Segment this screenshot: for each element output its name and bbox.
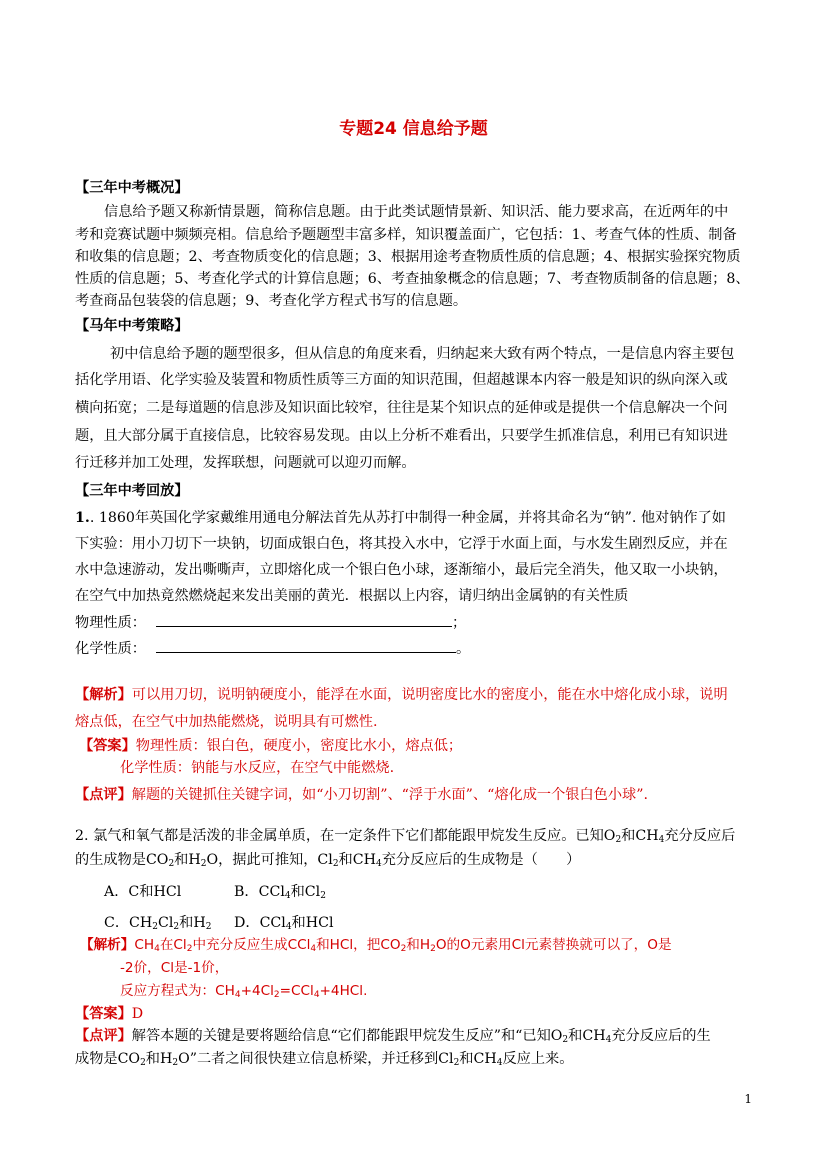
physical-label: 物理性质： — [75, 615, 146, 631]
comment-text: 解题的关键抓住关键字词，如“小刀切割”、“浮于水面”、“熔化成一个银白色小球”. — [131, 787, 648, 803]
answer-tag: 【答案】 — [79, 738, 136, 754]
subscript: 2 — [200, 859, 207, 869]
eq-a: 反应方程式为：CH — [120, 983, 235, 999]
physical-end: ； — [451, 615, 467, 631]
subscript: 2 — [453, 1058, 460, 1068]
subscript: 2 — [430, 944, 436, 954]
q2-text-g: 和CH — [338, 852, 376, 868]
chemical-label: 化学性质： — [75, 641, 146, 657]
overview-line-1: 信息给予题又称新情景题，简称信息题。由于此类试题情景新、知识活、能力要求高，在近两年的中 — [104, 204, 729, 220]
page-number: 1 — [744, 1092, 752, 1106]
q2-text-c: 充分反应后 — [664, 828, 736, 844]
answer-text-1: 物理性质：银白色，硬度小，密度比水小，熔点低； — [135, 738, 463, 754]
cm-b: 和CH — [568, 1028, 606, 1044]
subscript: 2 — [140, 1058, 146, 1068]
q2-answer-line — [75, 1004, 143, 1024]
subscript: 4 — [234, 990, 241, 1000]
subscript: 4 — [310, 944, 317, 954]
section-heading-strategy: 【马年中考策略】 — [75, 318, 189, 334]
q1-analysis-line-2: 熔点低，在空气中加热能燃烧，说明具有可燃性. — [75, 714, 378, 730]
option-a[interactable]: A．C和HCl — [104, 884, 182, 900]
subscript: 4 — [658, 835, 665, 845]
subscript: 4 — [605, 1035, 612, 1045]
analysis-text-1: 可以用刀切，说明钠硬度小，能浮在水面，说明密度比水的密度小，能在水中熔化成小球，说明 — [131, 687, 728, 703]
analysis-tag: 【解析】 — [75, 687, 132, 703]
q2-analysis-line-2: -2价，Cl是-1价， — [120, 960, 229, 976]
q1-line-2: 下实验：用小刀切下一块钠，切面成银白色，将其投入水中，它浮于水面上面，与水发生剧烈反应，并在 — [75, 536, 728, 552]
subscript: 2 — [186, 944, 193, 954]
q2-an-d: 和HCl，把CO — [316, 937, 401, 953]
q1-answer-line-1 — [79, 736, 462, 756]
q2-analysis-line-1 — [80, 935, 672, 955]
subscript: 2 — [152, 922, 159, 932]
answer-value: D — [131, 1006, 144, 1022]
q2-text-a: 2. 氯气和氧气都是活泼的非金属单质，在一定条件下它们都能跟甲烷发生反应。已知O — [75, 828, 616, 844]
subscript: 2 — [562, 1035, 569, 1045]
q2-text-d: 的生成物是CO — [75, 852, 169, 868]
subscript: 4 — [375, 859, 382, 869]
q2-equation — [120, 981, 367, 1001]
option-b-text: B．CCl — [234, 884, 285, 900]
option-d-text: D．CCl — [234, 915, 286, 931]
option-c-text-3: 和H — [179, 915, 206, 931]
analysis-tag-2: 【解析】 — [80, 937, 135, 953]
cm-h: 反应上来。 — [502, 1051, 574, 1067]
cm-g: 和CH — [459, 1051, 497, 1067]
subscript: 2 — [332, 859, 339, 869]
cm-e: 和H — [145, 1051, 173, 1067]
section-heading-overview: 【三年中考概况】 — [75, 180, 189, 196]
q2-an-f: O的O元素用Cl元素替换就可以了，O是 — [435, 937, 672, 953]
q2-an-c: 中充分反应生成CCl — [192, 937, 311, 953]
eq-c: =CCl — [279, 983, 314, 999]
physical-answer-blank[interactable] — [156, 612, 452, 627]
q1-line-3: 水中急速游动，发出嘶嘶声，立即熔化成一个银白色小球，逐渐缩小，最后完全消失，他又取一小块钠， — [75, 562, 728, 578]
overview-line-2: 考和竞赛试题中频频亮相。信息给予题题型丰富多样，知识覆盖面广，它包括：1、考查气体的性质、制备 — [75, 227, 737, 243]
subscript: 2 — [173, 922, 180, 932]
eq-d: +4HCl. — [319, 983, 368, 999]
strategy-line-3: 横向拓宽；二是每道题的信息涉及知识面比较窄，往往是某个知识点的延伸或是提供一个信息解决一个问 — [75, 400, 728, 416]
q1-number: 1. — [75, 510, 90, 526]
strategy-line-5: 行迁移并加工处理，发挥联想，问题就可以迎刃而解。 — [75, 455, 416, 471]
cm-f: O”二者之间很快建立信息桥梁，并迁移到Cl — [178, 1051, 454, 1067]
overview-line-3: 和收集的信息题；2、考查物质变化的信息题；3、根据用途考查物质性质的信息题；4、根据实验探究物质 — [75, 249, 741, 265]
subscript: 2 — [205, 922, 212, 932]
strategy-line-4: 题，且大部分属于直接信息，比较容易发现。由以上分析不难看出，只要学生抓准信息，利用已有知识进 — [75, 428, 728, 444]
section-heading-review: 【三年中考回放】 — [75, 483, 189, 499]
subscript: 4 — [154, 944, 160, 954]
option-c-text-2: Cl — [158, 915, 174, 931]
option-b-text-2: 和Cl — [290, 884, 321, 900]
page-title: 专题24 信息给予题 — [339, 119, 488, 139]
q2-text-e: 和H — [174, 852, 201, 868]
overview-line-4: 性质的信息题；5、考查化学式的计算信息题；6、考查抽象概念的信息题；7、考查物质制备的信息题；8、 — [75, 271, 750, 287]
cm-c: 充分反应后的生 — [611, 1028, 711, 1044]
subscript: 4 — [285, 922, 292, 932]
q1-physical-row — [75, 612, 466, 633]
subscript: 2 — [400, 944, 407, 954]
option-c[interactable] — [104, 913, 211, 933]
q2-text-b: 和CH — [621, 828, 659, 844]
q1-comment-line — [75, 785, 648, 805]
subscript: 4 — [496, 1058, 503, 1068]
q2-line-1 — [75, 826, 735, 846]
subscript: 4 — [284, 891, 291, 901]
subscript: 2 — [615, 835, 622, 845]
q1-text-1: . 1860年英国化学家戴维用通电分解法首先从苏打中制得一种金属，并将其命名为“钠”. 他对钠作了如 — [89, 510, 726, 526]
answer-tag-2: 【答案】 — [75, 1006, 132, 1022]
eq-b: +4Cl — [240, 983, 274, 999]
subscript: 4 — [313, 990, 320, 1000]
q2-comment-line-1 — [75, 1026, 711, 1046]
q1-line-1 — [75, 508, 726, 528]
q2-text-h: 充分反应后的生成物是（ ） — [381, 852, 581, 868]
option-c-text: C．CH — [104, 915, 153, 931]
comment-tag-2: 【点评】 — [75, 1028, 132, 1044]
strategy-line-1: 初中信息给予题的题型很多，但从信息的角度来看，归纳起来大致有两个特点，一是信息内容主要包 — [110, 346, 735, 362]
q2-comment-line-2 — [75, 1049, 573, 1069]
subscript: 2 — [172, 1058, 179, 1068]
q1-chemical-row — [75, 638, 470, 659]
chemical-end: 。 — [455, 641, 471, 657]
option-b[interactable] — [234, 882, 326, 902]
option-d[interactable] — [234, 913, 334, 933]
subscript: 2 — [168, 859, 175, 869]
strategy-line-2: 括化学用语、化学实验及装置和物质性质等三方面的知识范围，但超越课本内容一般是知识的纵向深入或 — [75, 372, 728, 388]
overview-line-5: 考查商品包装袋的信息题；9、考查化学方程式书写的信息题。 — [75, 293, 468, 309]
subscript: 2 — [273, 990, 280, 1000]
subscript: 2 — [320, 891, 326, 901]
q1-analysis-line-1 — [75, 685, 728, 705]
q2-an-b: 在Cl — [159, 937, 187, 953]
chemical-answer-blank[interactable] — [156, 638, 456, 653]
q1-line-4: 在空气中加热竟然燃烧起来发出美丽的黄光．根据以上内容，请归纳出金属钠的有关性质 — [75, 588, 629, 604]
cm-a: 解答本题的关键是要将题给信息“它们都能跟甲烷发生反应”和“已知O — [131, 1028, 563, 1044]
q2-text-f: O，据此可推知，Cl — [206, 852, 333, 868]
q2-an-a: CH — [134, 937, 155, 953]
q1-answer-line-2: 化学性质：钠能与水反应，在空气中能燃烧. — [120, 760, 395, 776]
q2-line-2 — [75, 850, 580, 870]
comment-tag: 【点评】 — [75, 787, 132, 803]
option-d-text-2: 和HCl — [291, 915, 334, 931]
q2-an-e: 和H — [406, 937, 431, 953]
cm-d: 成物是CO — [75, 1051, 141, 1067]
